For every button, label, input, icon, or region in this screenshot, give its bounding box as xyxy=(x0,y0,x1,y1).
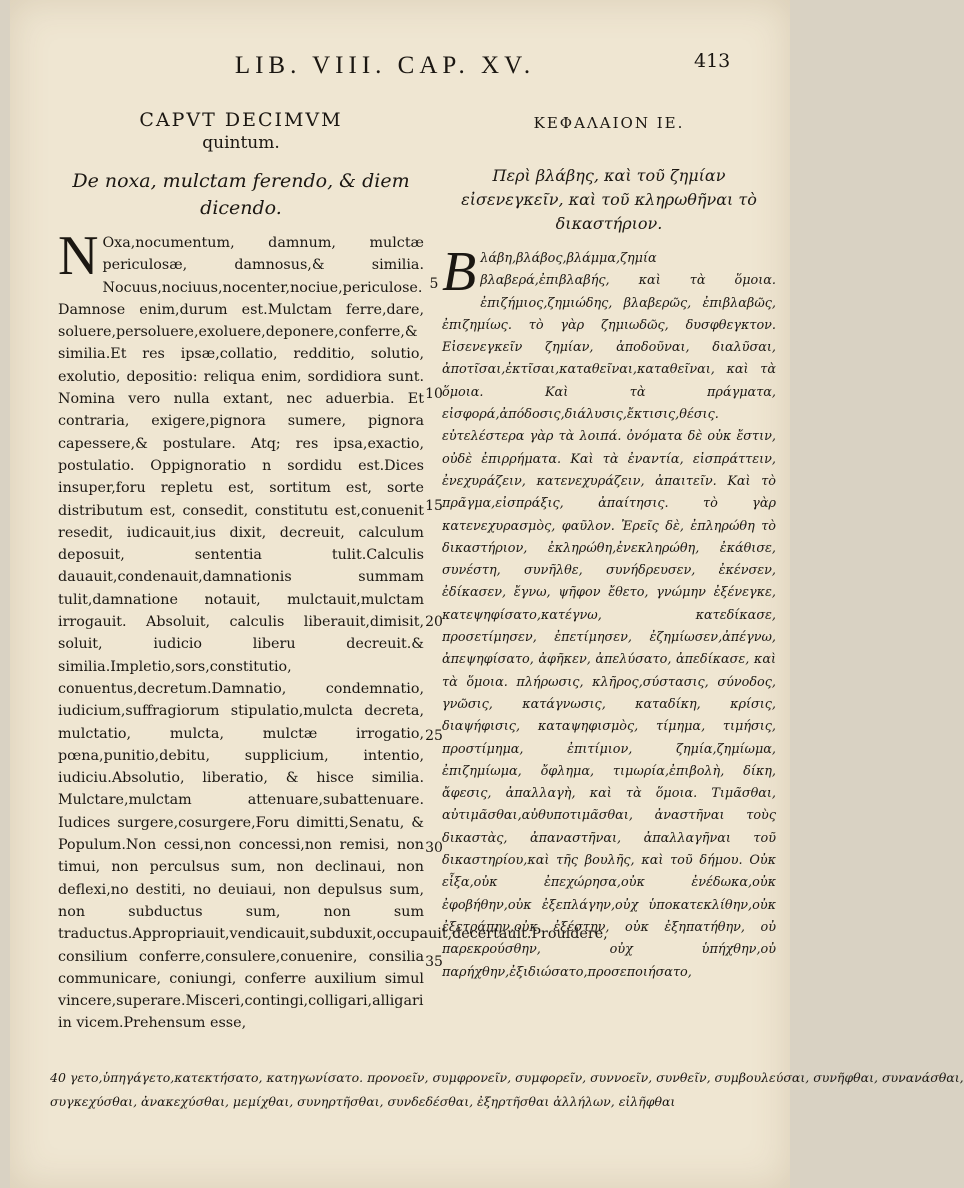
greek-body xyxy=(442,241,776,984)
greek-chapter-heading: ΚΕΦΑΛΑΙΟΝ ΙΕ. xyxy=(533,114,685,132)
greek-subtitle: Περὶ βλάβης, καὶ τοῦ ζημίαν εἰσενεγκεῖν, καὶ τοῦ κληρωθῆναι τὸ δικαστήριον. xyxy=(461,166,757,233)
latin-chapter-heading: CAPVT DECIMVM xyxy=(139,109,343,131)
running-head: LIB. VIII. CAP. XV. xyxy=(234,52,536,79)
book-page xyxy=(10,0,964,1188)
line-number-10: 10 xyxy=(425,386,443,402)
line-number-20: 20 xyxy=(425,614,443,630)
latin-drop-initial: N xyxy=(58,225,99,287)
greek-drop-initial: Β xyxy=(442,241,477,303)
line-number-25: 25 xyxy=(425,728,443,744)
line-number-30: 30 xyxy=(425,840,443,856)
bottom-text-line: 40 γετο,ὑπηγάγετο,κατεκτήσατο, κατηγωνίσατο. προνοεῖν, συμφρονεῖν, συμφορεῖν, συννοεῖν, συνθεῖν, συμβουλεύσαι, συνῆφθαι, συνανάσθαι, xyxy=(50,1070,964,1085)
latin-body-text: Oxa,nocumentum, damnum, mulctæ periculosæ, damnosus,& similia. Nocuus,nociuus,nocenter,nociue,periculose. Damnose enim,durum est.Mulctam ferre,dare, soluere,persoluere,exoluere,deponere,conferre,& similia.Et res ipsæ,collatio, redditio, solutio, exolutio, depositio: reliqua enim, sordidiora sunt. Nomina vero nulla extant, nec aduerbia. Et contraria, exigere,pignora sumere, pignora capessere,& postulare. Atq; res ipsa,exactio, postulatio. Oppignoratio n sordidu est.Dices insuper,foru repletu est, sortitum est, sorte distributum est, consedit, constitutu est,conuenit resedit, iudicauit,ius dixit, decreuit, calculum deposuit, sententia tulit.Calculis dauauit,condenauit,damnationis summam tulit,damnatione notauit, mulctauit,mulctam irrogauit. Absoluit, calculis liberauit,dimisit, soluit, iudicio liberu decreuit.& similia.Impletio,sors,constitutio, conuentus,decretum.Damnatio, condemnatio, iudicium,suffragiorum stipulatio,mulcta decreta, mulctatio, mulcta, mulctæ irrogatio, pœna,punitio,debitu, supplicium, intentio, iudiciu.Absolutio, liberatio, & hisce similia. Mulctare,mulctam attenuare,subattenuare. Iudices surgere,cosurgere,Foru dimitti,Senatu, & Populum.Non cessi,non concessi,non remisi, non timui, non perculsus sum, non declinaui, non deflexi,no destiti, no deuiaui, non depulsus sum, non subductus sum, non sum traductus.Appropriauit,vendicauit,subduxit,occupauit,decertauit.Prouidere, consilium conferre,consulere,conuenire, consilia communicare, coniungi, conferre auxilium simul vincere,superare.Misceri,contingi,colligari,alligari in vicem.Prehensum esse, xyxy=(58,235,608,1032)
bottom-text-line: συγκεχύσθαι, ἀνακεχύσθαι, μεμίχθαι, συνηρτῆσθαι, συνδεδέσθαι, ἐξηρτῆσθαι ἀλλήλων, εἰλῆφθαι xyxy=(50,1094,676,1109)
latin-chapter-heading-sub: quintum. xyxy=(202,133,280,153)
greek-body-text: λάβη,βλάβος,βλάμμα,ζημία βλαβερά,ἐπιβλαβής, καὶ τὰ ὅμοια. ἐπιζήμιος,ζημιώδης, βλαβερῶς, ἐπιβλαβῶς, ἐπιζημίως. τὸ γὰρ ζημιωδῶς, δυσφθεγκτον. Εἰσενεγκεῖν ζημίαν, ἀποδοῦναι, διαλῦσαι, ἀποτῖσαι,ἐκτῖσαι,καταθεῖναι,καταθεῖναι, καὶ τὰ ὅμοια. Καὶ τὰ πράγματα, εἰσφορά,ἀπόδοσις,διάλυσις,ἔκτισις,θέσις. εὐτελέστερα γὰρ τὰ λοιπά. ὀνόματα δὲ οὐκ ἔστιν, οὐδὲ ἐπιρρήματα. Καὶ τὰ ἐναντία, εἰσπράττειν, ἐνεχυράζειν, κατενεχυράζειν, ἀπαιτεῖν. Καὶ τὸ πρᾶγμα,εἰσπράξις, ἀπαίτησις. τὸ γὰρ κατενεχυρασμὸς, φαῦλον. Ἐρεῖς δὲ, ἐπληρώθη τὸ δικαστήριον, ἐκληρώθη,ἐνεκληρώθη, ἐκάθισε, συνέστη, συνῆλθε, συνήδρευσεν, ἐκένσεν, ἐδίκασεν, ἔγνω, ψῆφον ἔθετο, γνώμην ἐξένεγκε, κατεψηφίσατο,κατέγνω, κατεδίκασε, προσετίμησεν, ἐπετίμησεν, ἐζημίωσεν,ἀπέγνω, ἀπεψηφίσατο, ἀφῆκεν, ἀπελύσατο, ἀπεδίκασε, καὶ τὰ ὅμοια. πλήρωσις, κλῆρος,σύστασις, σύνοδος, γνῶσις, κατάγνωσις, καταδίκη, κρίσις, διαψήφισις, καταψηφισμὸς, τίμημα, τιμήσις, προστίμημα, ἐπιτίμιον, ζημία,ζημίωμα, ἐπιζημίωμα, ὄφλημα, τιμωρία,ἐπιβολὴ, δίκη, ἄφεσις, ἀπαλλαγὴ, καὶ τὰ ὅμοια. Τιμᾶσθαι, αὐτιμᾶσθαι,αὐθυποτιμᾶσθαι, ἀναστῆναι τοὺς δικαστὰς, ἀπαναστῆναι, ἀπαλλαγῆναι τοῦ δικαστηρίου,καὶ τῆς βουλῆς, καὶ τοῦ δήμου. Οὐκ εἶξα,οὐκ ἐπεχώρησα,οὐκ ἐνέδωκα,οὐκ ἐφοβήθην,οὐκ ἐξεπλάγην,οὐχ ὑποκατεκλίθην,οὐκ ἐξετράπην,οὐκ ἐξέστην, οὐκ ἐξηπατήθην, οὐ παρεκρούσθην, οὐχ ὑπήχθην,οὐ παρήχθην,ἐξιδιώσατο,προσεποιήσατο, xyxy=(442,251,776,980)
line-number-35: 35 xyxy=(425,954,443,970)
latin-subtitle: De noxa, mulctam ferendo, & diem dicendo. xyxy=(72,170,410,219)
line-number-15: 15 xyxy=(425,498,443,514)
greek-column xyxy=(442,112,776,984)
line-number-5: 5 xyxy=(429,276,439,292)
page-number: 413 xyxy=(694,50,731,72)
